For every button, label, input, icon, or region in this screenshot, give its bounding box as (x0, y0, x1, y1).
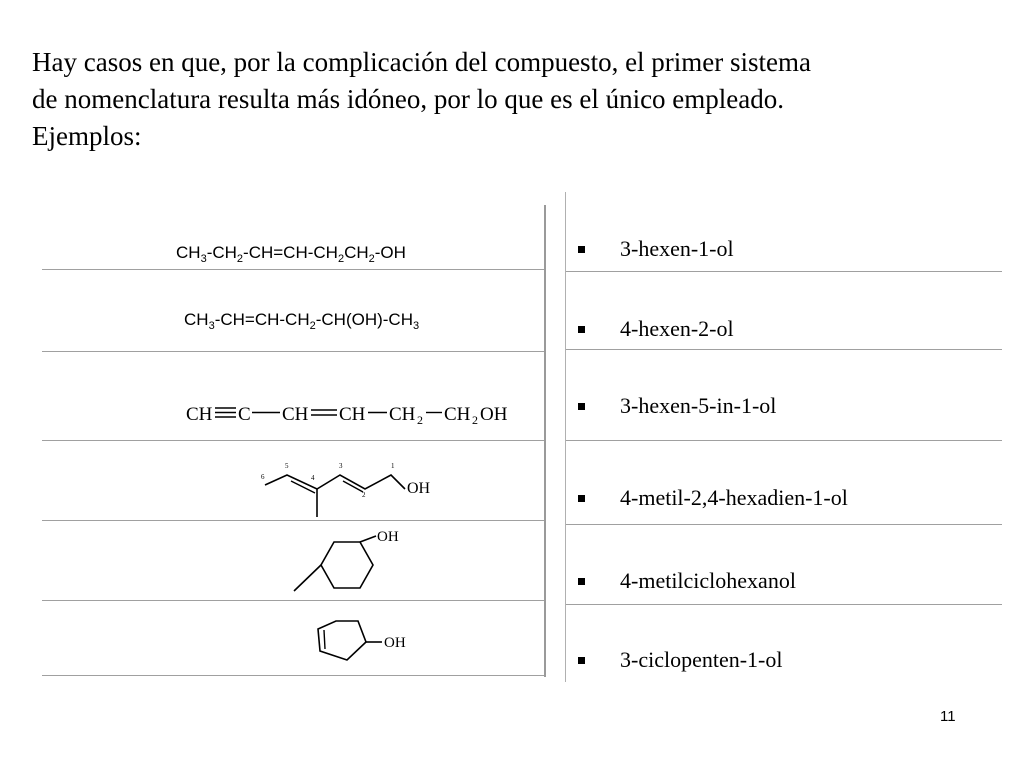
locant-label: 3 (339, 462, 343, 470)
structure-3-ciclopenten-1-ol (310, 615, 430, 675)
row-divider (42, 351, 544, 352)
structures-table (42, 205, 546, 677)
row-divider (42, 675, 544, 676)
row-divider (42, 269, 544, 270)
row-divider (566, 349, 1002, 350)
formula-part: CH (184, 310, 209, 329)
formula-part: -OH (374, 243, 406, 262)
hydroxyl-label: OH (377, 529, 399, 545)
atom-subscript: 2 (472, 413, 478, 427)
formula-part: -CH(OH)-CH (315, 310, 413, 329)
intro-line-3: Ejemplos: (32, 121, 142, 151)
bullet-icon (578, 657, 585, 664)
double-bond (324, 630, 325, 649)
bullet-icon (578, 326, 585, 333)
formula-subscript: 2 (236, 253, 244, 265)
locant-label: 1 (391, 462, 395, 470)
name-item (578, 568, 796, 594)
compound-name: 3-ciclopenten-1-ol (620, 647, 783, 672)
bullet-icon (578, 246, 585, 253)
formula-part: CH (344, 243, 369, 262)
locant-label: 6 (261, 473, 265, 481)
atom-label: CH (282, 404, 309, 425)
formula-part: CH (176, 243, 201, 262)
locant-label: 2 (362, 491, 366, 499)
row-divider (566, 271, 1002, 272)
formula-subscript: 2 (309, 320, 316, 332)
hydroxyl-label: OH (384, 635, 406, 651)
name-item (578, 485, 848, 511)
intro-line-2: de nomenclatura resulta más idóneo, por lo que es el único empleado. (32, 84, 785, 114)
row-divider (566, 440, 1002, 441)
formula-subscript: 3 (200, 253, 207, 265)
structure-4-metilciclohexanol (288, 528, 428, 600)
row-divider (566, 604, 1002, 605)
bullet-icon (578, 578, 585, 585)
name-item (578, 647, 783, 673)
atom-label: CH (444, 404, 471, 425)
carbon-chain (265, 475, 405, 489)
page-number: 11 (940, 708, 956, 725)
row-divider (42, 600, 544, 601)
methyl-bond (294, 565, 321, 591)
structure-3-hexen-5-in-1-ol (186, 398, 526, 428)
structure-4-metil-2-4-hexadien-1-ol (255, 455, 455, 525)
compound-name: 4-metilciclohexanol (620, 568, 796, 593)
row-divider (566, 524, 1002, 525)
compound-name: 3-hexen-1-ol (620, 236, 734, 261)
name-item (578, 316, 734, 342)
formula-subscript: 2 (368, 253, 375, 265)
formula-subscript: 3 (208, 320, 215, 332)
locant-label: 4 (311, 474, 315, 482)
hydroxyl-label: OH (407, 480, 431, 497)
compound-name: 3-hexen-5-in-1-ol (620, 393, 777, 418)
structure-3-hexen-1-ol (176, 243, 406, 263)
name-item (578, 236, 734, 262)
bullet-icon (578, 495, 585, 502)
atom-label: CH (389, 404, 416, 425)
atom-label: CH (339, 404, 366, 425)
formula-part: -CH=CH-CH (243, 243, 338, 262)
compound-name: 4-hexen-2-ol (620, 316, 734, 341)
atom-label: C (238, 404, 251, 425)
intro-text (32, 44, 1012, 155)
locant-label: 5 (285, 462, 289, 470)
intro-line-1: Hay casos en que, por la complicación del compuesto, el primer sistema (32, 47, 812, 77)
cyclohexane-ring (321, 542, 373, 588)
structure-4-hexen-2-ol (184, 310, 419, 330)
compound-name: 4-metil-2,4-hexadien-1-ol (620, 485, 848, 510)
atom-subscript: 2 (417, 413, 423, 427)
formula-subscript: 2 (337, 253, 345, 265)
atom-label: CH (186, 404, 213, 425)
formula-part: -CH=CH-CH (214, 310, 310, 329)
name-item (578, 393, 776, 419)
formula-subscript: 3 (413, 320, 420, 332)
atom-label: OH (480, 404, 508, 425)
row-divider (42, 440, 544, 441)
formula-part: -CH (206, 243, 237, 262)
bullet-icon (578, 403, 585, 410)
names-table (565, 192, 1002, 682)
hydroxyl-bond (360, 536, 376, 542)
